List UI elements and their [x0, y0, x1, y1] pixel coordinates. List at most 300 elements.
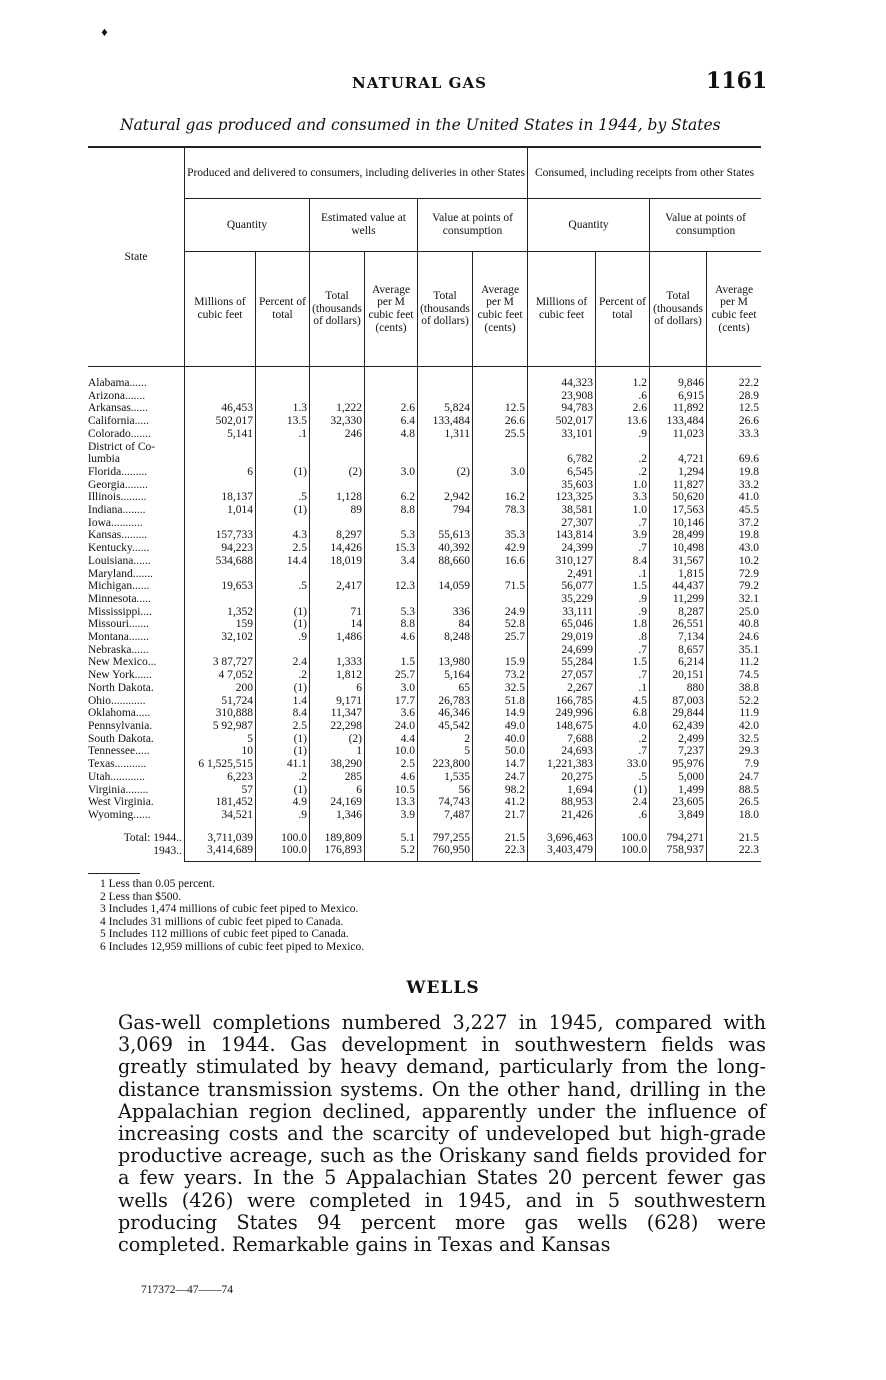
value-cell: 89: [310, 504, 365, 517]
value-cell: 5,000: [650, 771, 707, 784]
value-cell: 24.9: [473, 606, 528, 619]
value-cell: [185, 644, 256, 657]
value-cell: 4.9: [256, 796, 310, 809]
table-row: [88, 758, 761, 771]
value-cell: 4.8: [365, 428, 418, 441]
footnotes: [100, 878, 364, 954]
value-cell: 5 92,987: [185, 720, 256, 733]
value-cell: .9: [596, 428, 650, 441]
value-cell: [310, 367, 365, 390]
table-row: [88, 466, 761, 479]
value-cell: 5: [185, 733, 256, 746]
value-cell: 40.0: [473, 733, 528, 746]
state-cell: Utah............: [88, 770, 145, 783]
value-cell: 26,551: [650, 618, 707, 631]
footnote: 4 Includes 31 millions of cubic feet piped to Canada.: [100, 915, 344, 928]
value-cell: .9: [256, 809, 310, 822]
value-cell: .6: [596, 390, 650, 403]
value-cell: 10.2: [707, 555, 762, 568]
value-cell: 12.5: [707, 402, 762, 415]
value-cell: 123,325: [528, 491, 596, 504]
value-cell: 310,127: [528, 555, 596, 568]
value-cell: 28,499: [650, 529, 707, 542]
value-cell: [256, 390, 310, 403]
value-cell: 794,271: [650, 822, 707, 845]
value-cell: 1,221,383: [528, 758, 596, 771]
state-cell: Arizona.......: [88, 389, 146, 402]
state-cell: Montana.......: [88, 631, 150, 644]
value-cell: 40,392: [418, 542, 473, 555]
value-cell: 1,352: [185, 606, 256, 619]
state-cell: Kentucky......: [88, 542, 150, 555]
value-cell: .7: [596, 542, 650, 555]
value-cell: 69.6: [707, 453, 762, 466]
value-cell: .8: [596, 631, 650, 644]
value-cell: (1): [256, 466, 310, 479]
state-cell: New Mexico...: [88, 656, 157, 669]
value-cell: 6,915: [650, 390, 707, 403]
col-millions-consumed: Millions of cubic feet: [528, 252, 596, 367]
value-cell: 797,255: [418, 822, 473, 845]
table-row: [88, 796, 761, 809]
value-cell: [473, 441, 528, 454]
value-cell: 8,248: [418, 631, 473, 644]
value-cell: 2,491: [528, 568, 596, 581]
value-cell: 33.0: [596, 758, 650, 771]
value-cell: [185, 453, 256, 466]
value-cell: 79.2: [707, 580, 762, 593]
page-number: 1161: [706, 68, 768, 94]
value-cell: 65,046: [528, 618, 596, 631]
value-cell: [365, 593, 418, 606]
value-cell: 3,711,039: [185, 822, 256, 845]
value-cell: 10,498: [650, 542, 707, 555]
value-cell: 98.2: [473, 784, 528, 797]
value-cell: 17,563: [650, 504, 707, 517]
value-cell: 18.0: [707, 809, 762, 822]
table-row: [88, 669, 761, 682]
value-cell: 71.5: [473, 580, 528, 593]
total-row-1943: [88, 844, 761, 861]
value-cell: 52.8: [473, 618, 528, 631]
value-cell: 23,908: [528, 390, 596, 403]
value-cell: 33.3: [707, 428, 762, 441]
value-cell: 35,603: [528, 479, 596, 492]
value-cell: [365, 367, 418, 390]
value-cell: .7: [596, 669, 650, 682]
value-cell: 13,980: [418, 656, 473, 669]
value-cell: 14: [310, 618, 365, 631]
print-imprint: 717372—47——74: [141, 1284, 233, 1296]
value-cell: 88,660: [418, 555, 473, 568]
table-row: [88, 415, 761, 428]
value-cell: [310, 479, 365, 492]
value-cell: (2): [418, 466, 473, 479]
value-cell: 41.0: [707, 491, 762, 504]
state-cell: Georgia........: [88, 478, 148, 491]
table-row: [88, 428, 761, 441]
value-cell: 1.5: [596, 656, 650, 669]
value-cell: [473, 453, 528, 466]
value-cell: 22.3: [473, 844, 528, 861]
value-cell: [365, 644, 418, 657]
value-cell: 87,003: [650, 695, 707, 708]
value-cell: 4.6: [365, 771, 418, 784]
value-cell: 1.5: [596, 580, 650, 593]
value-cell: [650, 441, 707, 454]
value-cell: .7: [596, 644, 650, 657]
value-cell: [418, 479, 473, 492]
state-cell: Virginia........: [88, 783, 149, 796]
footnote: 2 Less than $500.: [100, 890, 182, 903]
col-percent-produced: Percent of total: [256, 252, 310, 367]
value-cell: .2: [256, 771, 310, 784]
value-cell: 22,298: [310, 720, 365, 733]
value-cell: 10.0: [365, 745, 418, 758]
state-cell: North Dakota.: [88, 681, 154, 694]
value-cell: 23,605: [650, 796, 707, 809]
value-cell: 8,297: [310, 529, 365, 542]
value-cell: 2,499: [650, 733, 707, 746]
group-produced: Produced and delivered to consumers, including deliveries in other States: [185, 147, 528, 199]
value-cell: 4,721: [650, 453, 707, 466]
value-cell: 16.6: [473, 555, 528, 568]
total-row-1944: [88, 822, 761, 845]
value-cell: 1.4: [256, 695, 310, 708]
value-cell: (2): [310, 466, 365, 479]
value-cell: [473, 568, 528, 581]
sub-quantity-consumed: Quantity: [528, 199, 650, 252]
value-cell: 4.3: [256, 529, 310, 542]
col-total-points: Total (thousands of dollars): [418, 252, 473, 367]
value-cell: 200: [185, 682, 256, 695]
value-cell: 502,017: [185, 415, 256, 428]
value-cell: 8.8: [365, 618, 418, 631]
table-row: [88, 555, 761, 568]
value-cell: 25.7: [473, 631, 528, 644]
value-cell: 12.3: [365, 580, 418, 593]
state-cell: Arkansas......: [88, 402, 149, 415]
value-cell: 6,782: [528, 453, 596, 466]
table-row: [88, 682, 761, 695]
value-cell: 6: [310, 682, 365, 695]
value-cell: .9: [596, 593, 650, 606]
value-cell: [185, 479, 256, 492]
value-cell: 7,487: [418, 809, 473, 822]
value-cell: 249,996: [528, 707, 596, 720]
col-average-est: Average per M cubic feet (cents): [365, 252, 418, 367]
value-cell: [185, 390, 256, 403]
value-cell: 534,688: [185, 555, 256, 568]
value-cell: 133,484: [650, 415, 707, 428]
value-cell: .7: [596, 745, 650, 758]
value-cell: 25.5: [473, 428, 528, 441]
state-cell: New York......: [88, 669, 152, 682]
value-cell: 8.8: [365, 504, 418, 517]
value-cell: 166,785: [528, 695, 596, 708]
value-cell: [185, 517, 256, 530]
footnote: 1 Less than 0.05 percent.: [100, 878, 215, 890]
value-cell: .2: [596, 453, 650, 466]
value-cell: .5: [256, 491, 310, 504]
value-cell: 41.1: [256, 758, 310, 771]
state-cell: Louisiana......: [88, 554, 151, 567]
value-cell: 3.9: [596, 529, 650, 542]
value-cell: 94,223: [185, 542, 256, 555]
value-cell: 3.0: [365, 466, 418, 479]
value-cell: 176,893: [310, 844, 365, 861]
value-cell: 2,267: [528, 682, 596, 695]
value-cell: (1): [256, 504, 310, 517]
value-cell: 24,399: [528, 542, 596, 555]
value-cell: 9,846: [650, 367, 707, 390]
value-cell: 15.3: [365, 542, 418, 555]
value-cell: 21.5: [707, 822, 762, 845]
value-cell: 84: [418, 618, 473, 631]
value-cell: [310, 568, 365, 581]
value-cell: 33.2: [707, 479, 762, 492]
table-row: [88, 631, 761, 644]
value-cell: .1: [256, 428, 310, 441]
value-cell: [473, 517, 528, 530]
value-cell: [256, 367, 310, 390]
value-cell: 94,783: [528, 402, 596, 415]
footnote: 5 Includes 112 millions of cubic feet piped to Canada.: [100, 928, 349, 941]
value-cell: 10.5: [365, 784, 418, 797]
value-cell: 5.1: [365, 822, 418, 845]
value-cell: 31,567: [650, 555, 707, 568]
value-cell: 15.9: [473, 656, 528, 669]
value-cell: 24.0: [365, 720, 418, 733]
table-row: [88, 453, 761, 466]
value-cell: 100.0: [256, 844, 310, 861]
value-cell: 1,014: [185, 504, 256, 517]
value-cell: [473, 390, 528, 403]
value-cell: 16.2: [473, 491, 528, 504]
state-cell: Pennsylvania.: [88, 719, 153, 732]
value-cell: 11.9: [707, 707, 762, 720]
value-cell: [310, 593, 365, 606]
value-cell: 26,783: [418, 695, 473, 708]
value-cell: [310, 390, 365, 403]
value-cell: 49.0: [473, 720, 528, 733]
value-cell: 10: [185, 745, 256, 758]
value-cell: 44,437: [650, 580, 707, 593]
value-cell: 88.5: [707, 784, 762, 797]
value-cell: 55,613: [418, 529, 473, 542]
value-cell: 14.4: [256, 555, 310, 568]
value-cell: 14,426: [310, 542, 365, 555]
table-row: [88, 441, 761, 454]
value-cell: .5: [596, 771, 650, 784]
value-cell: 55,284: [528, 656, 596, 669]
value-cell: [256, 479, 310, 492]
value-cell: 24.7: [473, 771, 528, 784]
value-cell: 25.0: [707, 606, 762, 619]
state-cell: Tennessee.....: [88, 745, 150, 758]
value-cell: 50,620: [650, 491, 707, 504]
value-cell: 2.4: [596, 796, 650, 809]
value-cell: 45,542: [418, 720, 473, 733]
value-cell: 29,844: [650, 707, 707, 720]
value-cell: 19.8: [707, 466, 762, 479]
value-cell: 33,101: [528, 428, 596, 441]
value-cell: .9: [596, 606, 650, 619]
table-row: [88, 593, 761, 606]
value-cell: 74,743: [418, 796, 473, 809]
value-cell: 310,888: [185, 707, 256, 720]
value-cell: 1,128: [310, 491, 365, 504]
table-row: [88, 542, 761, 555]
value-cell: 100.0: [596, 822, 650, 845]
value-cell: 26.5: [707, 796, 762, 809]
value-cell: [365, 441, 418, 454]
state-cell: Wyoming......: [88, 808, 151, 821]
value-cell: 24.7: [707, 771, 762, 784]
value-cell: [185, 367, 256, 390]
state-cell: Total: 1944..: [123, 831, 182, 844]
col-total-consumed: Total (thousands of dollars): [650, 252, 707, 367]
value-cell: 11,299: [650, 593, 707, 606]
value-cell: 18,019: [310, 555, 365, 568]
value-cell: 38,290: [310, 758, 365, 771]
value-cell: 1.3: [256, 402, 310, 415]
value-cell: [473, 593, 528, 606]
table-row: [88, 402, 761, 415]
value-cell: 32.5: [473, 682, 528, 695]
state-cell: Iowa...........: [88, 516, 143, 529]
col-percent-consumed: Percent of total: [596, 252, 650, 367]
value-cell: 46,346: [418, 707, 473, 720]
value-cell: [365, 517, 418, 530]
value-cell: 56: [418, 784, 473, 797]
value-cell: [256, 441, 310, 454]
value-cell: (1): [256, 784, 310, 797]
value-cell: 42.0: [707, 720, 762, 733]
value-cell: [418, 593, 473, 606]
value-cell: 65: [418, 682, 473, 695]
value-cell: 50.0: [473, 745, 528, 758]
sub-est-value: Estimated value at wells: [310, 199, 418, 252]
value-cell: [256, 517, 310, 530]
value-cell: (1): [256, 606, 310, 619]
value-cell: [310, 517, 365, 530]
value-cell: 7,237: [650, 745, 707, 758]
state-cell: Ohio............: [88, 694, 146, 707]
value-cell: [528, 441, 596, 454]
value-cell: 8,657: [650, 644, 707, 657]
value-cell: 3.9: [365, 809, 418, 822]
value-cell: [365, 453, 418, 466]
value-cell: 1,812: [310, 669, 365, 682]
value-cell: [418, 517, 473, 530]
gas-table: [88, 146, 761, 862]
value-cell: 189,809: [310, 822, 365, 845]
value-cell: 3.3: [596, 491, 650, 504]
value-cell: 6: [185, 466, 256, 479]
state-cell: Indiana........: [88, 504, 146, 517]
value-cell: 14.7: [473, 758, 528, 771]
value-cell: 6.8: [596, 707, 650, 720]
value-cell: 2.5: [365, 758, 418, 771]
value-cell: 5.3: [365, 606, 418, 619]
value-cell: 6,223: [185, 771, 256, 784]
value-cell: 1,815: [650, 568, 707, 581]
value-cell: 1,294: [650, 466, 707, 479]
table-caption: Natural gas produced and consumed in the United States in 1944, by States: [120, 116, 721, 134]
value-cell: (1): [256, 745, 310, 758]
value-cell: 8.4: [256, 707, 310, 720]
value-cell: 34,521: [185, 809, 256, 822]
table-row: [88, 390, 761, 403]
value-cell: 14.9: [473, 707, 528, 720]
state-cell: Nebraska......: [88, 643, 149, 656]
state-cell: West Virginia.: [88, 796, 154, 809]
value-cell: 2.6: [365, 402, 418, 415]
value-cell: [256, 453, 310, 466]
value-cell: [310, 644, 365, 657]
state-cell: Texas...........: [88, 758, 147, 771]
value-cell: [256, 593, 310, 606]
value-cell: 2.6: [596, 402, 650, 415]
value-cell: 44,323: [528, 367, 596, 390]
state-cell: Missouri.......: [88, 618, 150, 631]
value-cell: 27,057: [528, 669, 596, 682]
table-row: [88, 656, 761, 669]
value-cell: 20,151: [650, 669, 707, 682]
table-row: [88, 491, 761, 504]
page-mark: ♦: [100, 28, 109, 39]
state-cell: District of Co-: [88, 440, 156, 453]
value-cell: 35.1: [707, 644, 762, 657]
table-row: [88, 618, 761, 631]
value-cell: 3,696,463: [528, 822, 596, 845]
value-cell: 12.5: [473, 402, 528, 415]
value-cell: 1,694: [528, 784, 596, 797]
state-cell: South Dakota.: [88, 732, 154, 745]
value-cell: [365, 568, 418, 581]
table-row: [88, 606, 761, 619]
table-row: [88, 745, 761, 758]
state-cell: Mississippi....: [88, 605, 152, 618]
value-cell: 5,824: [418, 402, 473, 415]
value-cell: 42.9: [473, 542, 528, 555]
state-cell: Minnesota.....: [88, 592, 151, 605]
value-cell: 21,426: [528, 809, 596, 822]
value-cell: 74.5: [707, 669, 762, 682]
table-row: [88, 720, 761, 733]
table-row: [88, 479, 761, 492]
value-cell: 35.3: [473, 529, 528, 542]
value-cell: 760,950: [418, 844, 473, 861]
value-cell: 4.5: [596, 695, 650, 708]
value-cell: 10,146: [650, 517, 707, 530]
value-cell: [310, 453, 365, 466]
table-row: [88, 707, 761, 720]
value-cell: 38.8: [707, 682, 762, 695]
value-cell: 88,953: [528, 796, 596, 809]
table-row: [88, 695, 761, 708]
value-cell: 285: [310, 771, 365, 784]
value-cell: 78.3: [473, 504, 528, 517]
value-cell: 4.4: [365, 733, 418, 746]
value-cell: [185, 441, 256, 454]
running-header: [0, 68, 886, 98]
value-cell: [418, 644, 473, 657]
value-cell: .5: [256, 580, 310, 593]
value-cell: 1.8: [596, 618, 650, 631]
value-cell: 46,453: [185, 402, 256, 415]
